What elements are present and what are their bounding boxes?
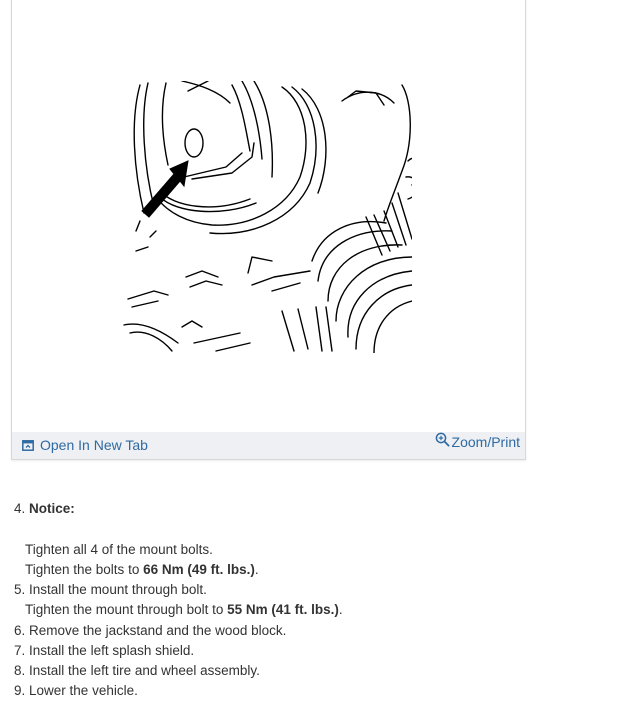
torque-value: 66 Nm (49 ft. lbs.) <box>143 561 255 577</box>
step-4-line-1 <box>14 540 604 560</box>
open-new-tab-icon <box>22 440 34 451</box>
zoom-in-icon <box>435 432 450 447</box>
step-text: Tighten the mount through bolt to <box>25 602 228 618</box>
step-number: 4. <box>14 501 26 516</box>
open-in-new-tab-label: Open In New Tab <box>40 437 148 453</box>
notice-label: Notice: <box>29 501 75 516</box>
step-text: Install the left splash shield. <box>29 642 195 658</box>
step-6 <box>14 621 604 641</box>
step-number: 6. <box>14 622 26 638</box>
step-text: Install the left tire and wheel assembly. <box>29 662 260 678</box>
spacer <box>14 519 604 540</box>
step-7 <box>14 641 604 661</box>
step-number: 8. <box>14 662 26 678</box>
step-number: 9. <box>14 683 26 699</box>
mount-diagram <box>122 81 412 353</box>
step-text: Lower the vehicle. <box>29 683 138 699</box>
figure-card <box>11 0 526 460</box>
step-4-heading <box>14 499 604 519</box>
step-5 <box>14 580 604 600</box>
step-4-line-2 <box>14 560 604 580</box>
step-number: 5. <box>14 582 26 598</box>
step-text: Tighten all 4 of the mount bolts. <box>25 541 213 557</box>
step-text: Remove the jackstand and the wood block. <box>29 622 287 638</box>
step-text: . <box>254 561 259 577</box>
step-text: Install the mount through bolt. <box>29 582 207 598</box>
zoom-print-link[interactable] <box>435 434 520 450</box>
step-text: . <box>338 602 343 618</box>
figure-footer <box>12 432 525 459</box>
zoom-print-label: Zoom/Print <box>451 434 520 450</box>
open-in-new-tab-link[interactable] <box>22 437 148 453</box>
step-text: Tighten the bolts to <box>25 561 144 577</box>
step-8 <box>14 661 604 681</box>
step-9 <box>14 681 604 701</box>
torque-value: 55 Nm (41 ft. lbs.) <box>227 602 339 618</box>
procedure-steps <box>14 499 604 701</box>
step-number: 7. <box>14 642 26 658</box>
step-5-sub <box>14 600 604 620</box>
